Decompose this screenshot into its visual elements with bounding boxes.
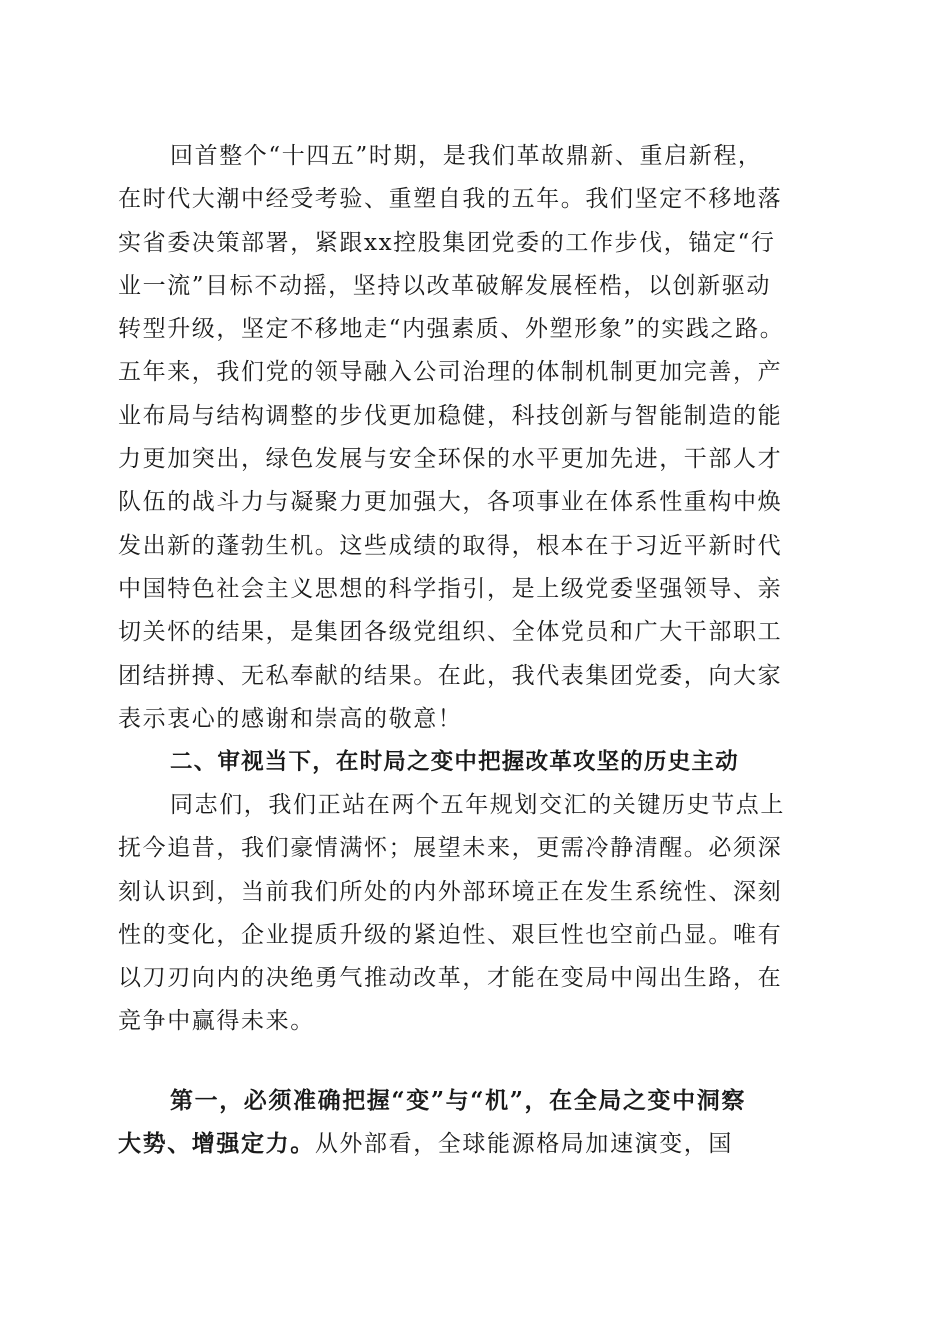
section-heading-block [118, 741, 830, 784]
bold-lead-text: 大势、增强定力。 [118, 1130, 315, 1158]
body-text: 从外部看，全球能源格局加速演变，国 [314, 1131, 734, 1158]
paragraph-line: 以刀刃向内的决绝勇气推动改革，才能在变局中闯出生路，在 [118, 965, 783, 992]
paragraph-line: 刻认识到，当前我们所处的内外部环境正在发生系统性、深刻 [118, 878, 783, 905]
paragraph-current-situation [118, 784, 830, 1044]
section-heading: 二、审视当下，在时局之变中把握改革攻坚的历史主动 [170, 749, 739, 775]
paragraph-line: 竞争中赢得未来。 [118, 1008, 315, 1035]
paragraph-first-point [118, 1079, 830, 1166]
paragraph-line: 在时代大潮中经受考验、重塑自我的五年。我们坚定不移地落 [118, 186, 783, 213]
paragraph-review [118, 135, 830, 741]
paragraph-line: 业布局与结构调整的步伐更加稳健，科技创新与智能制造的能 [118, 402, 783, 429]
paragraph-line: 实省委决策部署，紧跟xx控股集团党委的工作步伐，锚定“行 [118, 229, 776, 256]
paragraph-line [118, 1079, 830, 1122]
paragraph-line: 队伍的战斗力与凝聚力更加强大，各项事业在体系性重构中焕 [118, 489, 783, 516]
paragraph-line: 抚今追昔，我们豪情满怀；展望未来，更需冷静清醒。必须深 [118, 835, 783, 862]
paragraph-line: 转型升级，坚定不移地走“内强素质、外塑形象”的实践之路。 [118, 316, 785, 343]
paragraph-line: 回首整个“十四五”时期，是我们革故鼎新、重启新程， [170, 143, 763, 169]
paragraph-line: 团结拼搏、无私奉献的结果。在此，我代表集团党委，向大家 [118, 662, 783, 689]
paragraph-line: 业一流”目标不动摇，坚持以改革破解发展桎梏，以创新驱动 [118, 272, 771, 299]
paragraph-line: 同志们，我们正站在两个五年规划交汇的关键历史节点上 [170, 792, 785, 818]
paragraph-line: 五年来，我们党的领导融入公司治理的体制机制更加完善，产 [118, 359, 783, 386]
paragraph-line: 发出新的蓬勃生机。这些成绩的取得，根本在于习近平新时代 [118, 532, 783, 559]
paragraph-line: 力更加突出，绿色发展与安全环保的水平更加先进，干部人才 [118, 446, 783, 473]
bold-lead-text: 第一，必须准确把握“变”与“机”，在全局之变中洞察 [170, 1087, 746, 1114]
paragraph-line: 性的变化，企业提质升级的紧迫性、艰巨性也空前凸显。唯有 [118, 921, 783, 948]
paragraph-line: 切关怀的结果，是集团各级党组织、全体党员和广大干部职工 [118, 619, 783, 646]
paragraph-line: 中国特色社会主义思想的科学指引，是上级党委坚强领导、亲 [118, 575, 783, 602]
paragraph-line [118, 1122, 830, 1165]
paragraph-line: 表示衷心的感谢和崇高的敬意！ [118, 705, 463, 732]
